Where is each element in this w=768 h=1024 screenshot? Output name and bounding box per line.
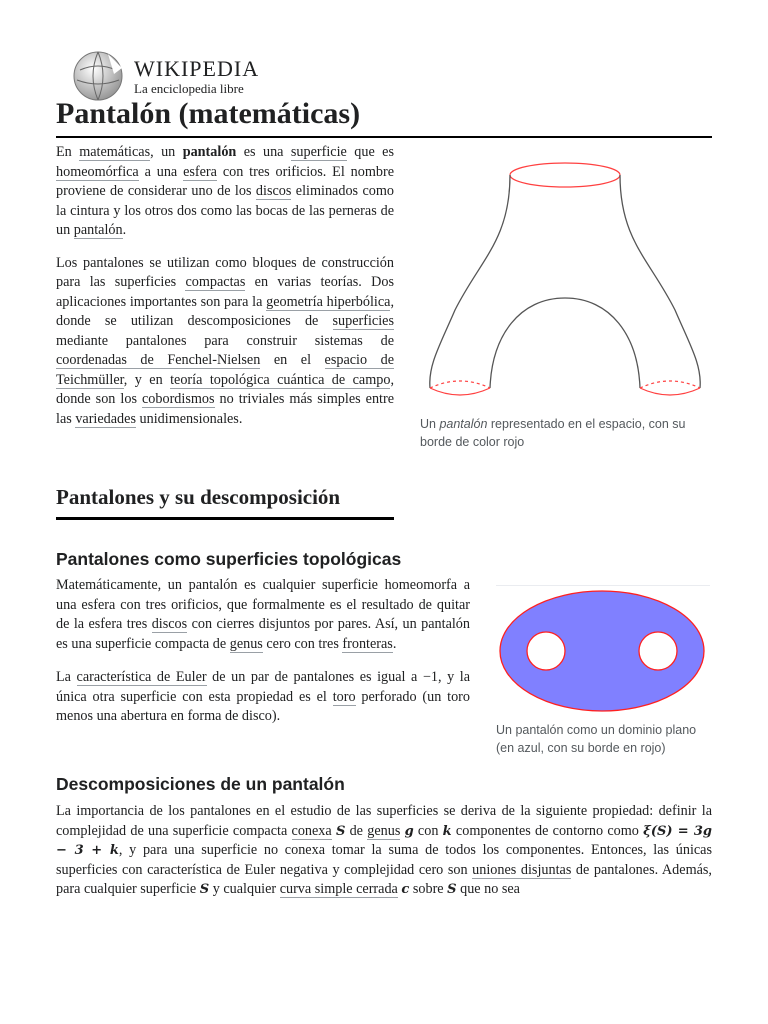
site-name: WIKIPEDIA [134,55,260,81]
page-title: Pantalón (matemáticas) [56,94,712,138]
figure-pants-3d [420,150,712,451]
planar-domain-illustration [496,586,710,716]
intro-paragraph-1: En matemáticas, un pantalón es una superficie que es homeomórfica a una esfera con tres orificios. El nombre proviene de considerar uno de los discos eliminados como la cintura y los otros dos como las bocas de las perneras de un pantalón. [56,144,395,238]
figure-caption-2: Un pantalón como un dominio plano (en azul, con su borde en rojo) [496,723,697,755]
link-genus-2[interactable]: genus [367,822,401,839]
link-caracteristica-euler[interactable]: característica de Euler [76,669,207,685]
link-discos-2[interactable]: discos [151,616,188,632]
figure-caption-1: Un pantalón representado en el espacio, con su borde de color rojo [420,417,686,449]
link-esfera[interactable]: esfera [183,163,217,180]
link-variedades[interactable]: variedades [75,410,136,427]
link-geometria-hiperbolica[interactable]: geometría hiperbólica [266,293,391,310]
subsection-heading-topologicas: Pantalones como superficies topológicas [56,549,402,569]
complexity-formula: ξ(S) = 3g − 3 + k [56,823,712,858]
intro-section [56,143,394,429]
section-heading: Pantalones y su descomposición [56,483,394,518]
link-pantalon[interactable]: pantalón [73,222,123,238]
link-homeomorfica[interactable]: homeomórfica [56,163,139,180]
link-superficies[interactable]: superficies [332,313,394,329]
link-tqft[interactable]: teoría topológica cuántica de campo [170,371,391,388]
link-curva-simple-cerrada[interactable]: curva simple cerrada [279,881,398,897]
link-cobordismos[interactable]: cobordismos [141,391,215,407]
topologicas-paragraph-1: Matemáticamente, un pantalón es cualquier superficie homeomorfa a una esfera con tres orificios, que formalmente es el resultado de quitar de la esfera tres discos con cierres disjuntos por pares. Así, un pantalón es una superficie compacta de genus cero con tres fronteras. [56,577,470,652]
intro-paragraph-2: Los pantalones se utilizan como bloques de construcción para las superficies compactas en varias teorías. Dos aplicaciones importantes son para la geometría hiperbólica, donde se utilizan descomposiciones de superficies mediante pantalones para construir sistemas de coordenadas de Fenchel-Nielsen en el espacio de Teichmüller, y en teoría topológica cuántica de campo, donde son los cobordismos no triviales más simples entre las variedades unidimensionales. [56,254,395,427]
subsection-heading-descomposiciones: Descomposiciones de un pantalón [56,774,345,794]
topologicas-paragraph-2: La característica de Euler de un par de pantalones es igual a −1, y la única otra superficie con esta propiedad es el toro perforado (un toro menos una abertura en forma de disco). [56,669,470,724]
link-genus[interactable]: genus [229,635,263,652]
link-toro[interactable]: toro [332,688,356,705]
pants-surface-illustration [420,150,712,408]
site-tagline: La enciclopedia libre [134,80,244,96]
link-fronteras[interactable]: fronteras [342,635,393,652]
link-fenchel-nielsen[interactable]: coordenadas de Fenchel-Nielsen [56,352,261,368]
link-superficie[interactable]: superficie [290,144,347,160]
link-conexa[interactable]: conexa [291,822,332,839]
descomposiciones-paragraph-1: La importancia de los pantalones en el estudio de las superficies se deriva de la siguiente propiedad: definir la complejidad de una superficie compacta conexa S de genus g con k componentes de contorno como ξ(S) = 3g − 3 + k, y para una superficie no conexa tomar la suma de todos los componentes. Entonces, las únicas superficies con característica de Euler negativa y complejidad cero son uniones disjuntas de pantalones. Además, para cualquier superficie S y cualquier curva simple cerrada c sobre S que no sea [56,803,712,897]
link-teichmuller[interactable]: espacio de Teichmüller [56,352,394,388]
subsection-descomposiciones-body [56,802,712,900]
link-compactas[interactable]: compactas [185,274,246,290]
link-discos[interactable]: discos [255,183,292,199]
figure-pants-planar [496,585,710,757]
link-uniones-disjuntas[interactable]: uniones disjuntas [472,861,572,878]
section-heading-rule [56,518,394,520]
subsection-topologicas-body [56,576,470,727]
link-matematicas[interactable]: matemáticas [79,144,151,160]
